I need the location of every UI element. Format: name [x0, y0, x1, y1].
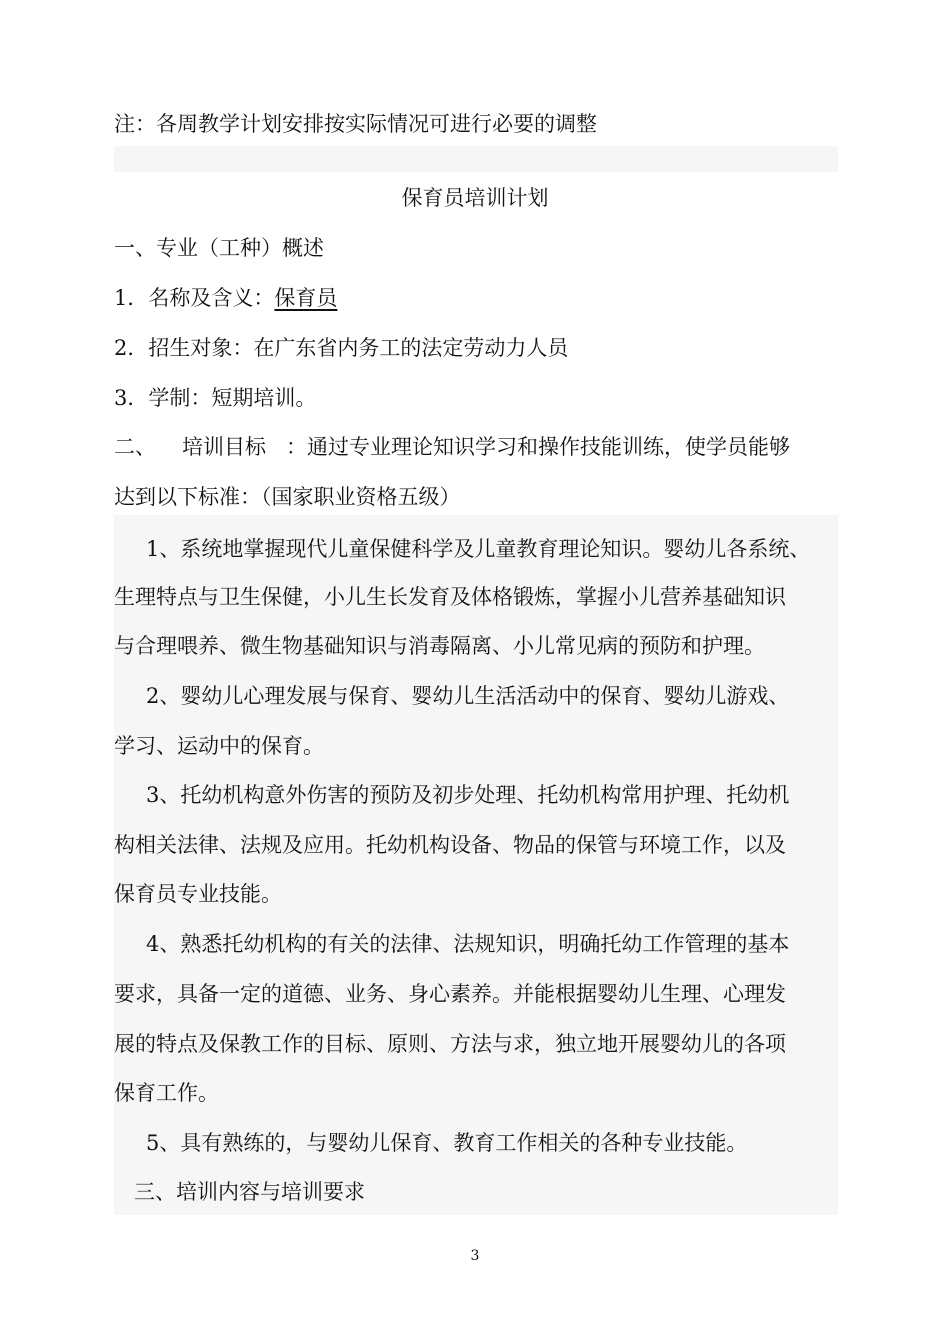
section1-item2: 2．招生对象：在广东省内务工的法定劳动力人员	[114, 336, 569, 360]
section1-heading: 一、专业（工种）概述	[114, 236, 324, 260]
paragraph-4-line-1: 4、熟悉托幼机构的有关的法律、法规知识，明确托幼工作管理的基本	[146, 932, 790, 956]
item1-label: 1．名称及含义：	[114, 286, 275, 310]
paragraph-1-line-3: 与合理喂养、微生物基础知识与消毒隔离、小儿常见病的预防和护理。	[114, 634, 765, 658]
document-title: 保育员培训计划	[401, 186, 549, 210]
paragraph-3-line-3: 保育员专业技能。	[114, 882, 282, 906]
section2-heading-rest: ：通过专业理论知识学习和操作技能训练，使学员能够	[286, 435, 790, 459]
paragraph-1-line-1: 1、系统地掌握现代儿童保健科学及儿童教育理论知识。婴幼儿各系统、	[146, 537, 811, 561]
section2-heading-cont: 达到以下标准：（国家职业资格五级）	[114, 485, 461, 509]
paragraph-4-line-2: 要求，具备一定的道德、业务、身心素养。并能根据婴幼儿生理、心理发	[114, 982, 786, 1006]
paragraph-2-line-1: 2、婴幼儿心理发展与保育、婴幼儿生活活动中的保育、婴幼儿游戏、	[146, 684, 790, 708]
section3-heading: 三、培训内容与培训要求	[134, 1180, 365, 1204]
section2-heading-label: 培训目标	[182, 435, 266, 459]
paragraph-4-line-3: 展的特点及保教工作的目标、原则、方法与求，独立地开展婴幼儿的各项	[114, 1032, 786, 1056]
paragraph-5: 5、具有熟练的，与婴幼儿保育、教育工作相关的各种专业技能。	[146, 1131, 748, 1155]
section1-item1	[114, 283, 337, 313]
paragraph-3-line-2: 构相关法律、法规及应用。托幼机构设备、物品的保管与环境工作，以及	[114, 833, 786, 857]
page-number: 3	[470, 1248, 480, 1264]
paragraph-2-line-2: 学习、运动中的保育。	[114, 734, 324, 758]
section2-heading	[114, 432, 790, 462]
paragraph-4-line-4: 保育工作。	[114, 1081, 219, 1105]
shade-band-body	[114, 515, 838, 1215]
item1-value: 保育员	[274, 286, 338, 310]
note-text: 注：各周教学计划安排按实际情况可进行必要的调整	[114, 112, 597, 136]
shade-band-top	[114, 146, 838, 172]
section1-item3: 3．学制：短期培训。	[114, 386, 317, 410]
section2-heading-num: 二、	[114, 435, 156, 459]
paragraph-3-line-1: 3、托幼机构意外伤害的预防及初步处理、托幼机构常用护理、托幼机	[146, 783, 790, 807]
paragraph-1-line-2: 生理特点与卫生保健，小儿生长发育及体格锻炼，掌握小儿营养基础知识	[114, 585, 786, 609]
